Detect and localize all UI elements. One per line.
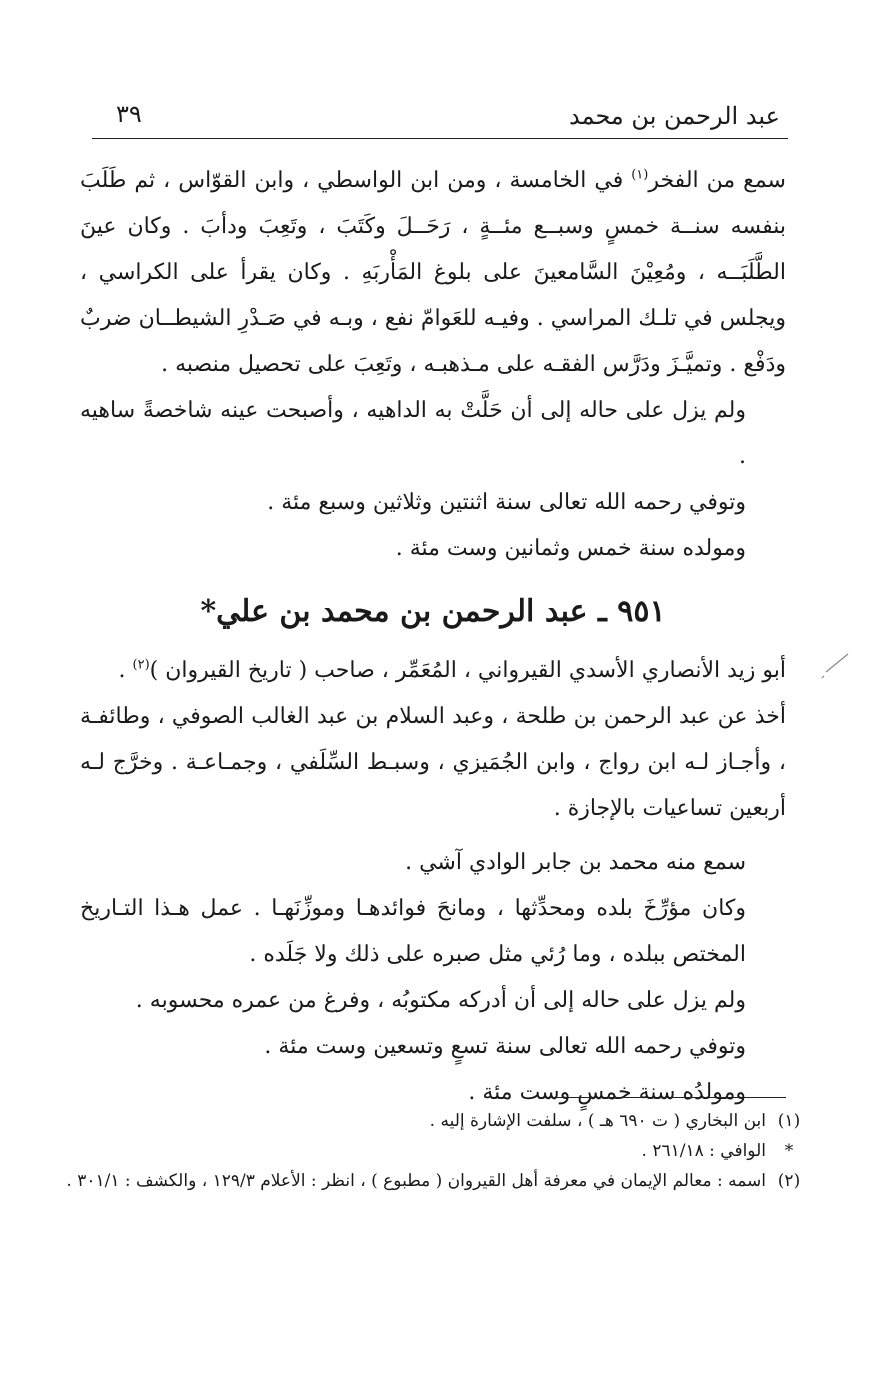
entry-paragraph: أخذ عن عبد الرحمن بن طلحة ، وعبد السلام بن عبد الغالب الصوفي ، وطائفـة ، وأجـاز لـه ابن رواج ، وابن الجُمَيزي ، وسبـط السِّلَفي ، وجمـاعـة . وخرَّج لـه أربعين تساعيات بالإجازة . bbox=[80, 704, 786, 821]
entry-paragraph: وكان مؤرِّخَ بلده ومحدِّثها ، ومانحَ فوائدهـا وموزِّنَهـا . عمل هـذا التـاريخ المختص ببلده ، وما رُئي مثل صبره على ذلك ولا جَلَده . bbox=[80, 896, 746, 967]
footnote-text: اسمه : معالم الإيمان في معرفة أهل القيروان ( مطبوع ) ، انظر : الأعلام ١٢٩/٣ ، والكشف : ٣٠١/١ . bbox=[66, 1171, 766, 1191]
entry-heading: ٩٥١ ـ عبد الرحمن بن محمد بن علي* bbox=[200, 594, 666, 629]
footnote-reference[interactable]: (٢) bbox=[132, 657, 150, 673]
main-text bbox=[80, 158, 786, 1116]
footnote-marker: (١) bbox=[777, 1111, 801, 1131]
footnote-text: الوافي : ٢٦١/١٨ . bbox=[641, 1141, 766, 1161]
previous-entry-paragraph: ولم يزل على حاله إلى أن حَلَّتْ به الداهيه ، وأصبحت عينه شاخصةً ساهيه . bbox=[80, 398, 746, 469]
previous-entry-paragraph: ومولده سنة خمس وثمانين وست مئة . bbox=[395, 536, 746, 561]
footnote-item bbox=[80, 1106, 812, 1136]
footnotes bbox=[66, 1106, 812, 1196]
entry-paragraph: ولم يزل على حاله إلى أن أدركه مكتوبُه ، وفرغ من عمره محسوبه . bbox=[135, 988, 746, 1013]
page-header bbox=[92, 98, 788, 139]
footnote-item bbox=[80, 1136, 812, 1166]
margin-pencil-mark bbox=[820, 650, 850, 690]
paragraph-text: . bbox=[118, 658, 133, 683]
paragraph-text: أبو زيد الأنصاري الأسدي القيرواني ، المُعَمِّر ، صاحب ( تاريخ القيروان ) bbox=[149, 658, 786, 683]
entry-paragraph: وتوفي رحمه الله تعالى سنة تسعٍ وتسعين وست مئة . bbox=[264, 1034, 746, 1059]
footnote-separator bbox=[538, 1097, 786, 1098]
entry-paragraph: سمع منه محمد بن جابر الوادي آشي . bbox=[405, 850, 746, 875]
page-number: ٣٩ bbox=[116, 100, 142, 128]
footnote-marker: * bbox=[784, 1141, 794, 1161]
footnote-marker: (٢) bbox=[777, 1171, 801, 1191]
running-title: عبد الرحمن بن محمد bbox=[568, 102, 780, 130]
paragraph-text: في الخامسة ، ومن ابن الواسطي ، وابن القوّاس ، ثم طَلَبَ بنفسه سنــة خمسٍ وسبــع مئــةٍ ، رَحَــلَ وكَتَبَ ، وتَعِبَ ودأبَ . وكان عينَ الطَّلَبَــه ، ومُعِيْنَ السَّامعينَ على بلوغ المَأْربَهِ . وكان يقرأ على الكراسي ، ويجلس في تلـك المراسي . وفيـه للعَوامّ نفع ، وبـه في صَـدْرِ الشيطــان ضربٌ ودَفْع . وتميَّـزَ ودَرَّس الفقـه على مـذهبـه ، وتَعِبَ على تحصيل منصبه . bbox=[80, 168, 786, 377]
entry-paragraph bbox=[80, 648, 786, 694]
entry-paragraph: ومولدُه سنة خمسٍ وست مئة . bbox=[468, 1080, 746, 1105]
footnote-reference[interactable]: (١) bbox=[631, 167, 649, 183]
previous-entry-paragraph bbox=[80, 158, 786, 388]
previous-entry-paragraph: وتوفي رحمه الله تعالى سنة اثنتين وثلاثين وسبع مئة . bbox=[267, 490, 746, 515]
paragraph-text: سمع من الفخر bbox=[648, 168, 786, 193]
footnote-item bbox=[66, 1166, 812, 1196]
footnote-text: ابن البخاري ( ت ٦٩٠ هـ ) ، سلفت الإشارة إليه . bbox=[429, 1111, 766, 1131]
